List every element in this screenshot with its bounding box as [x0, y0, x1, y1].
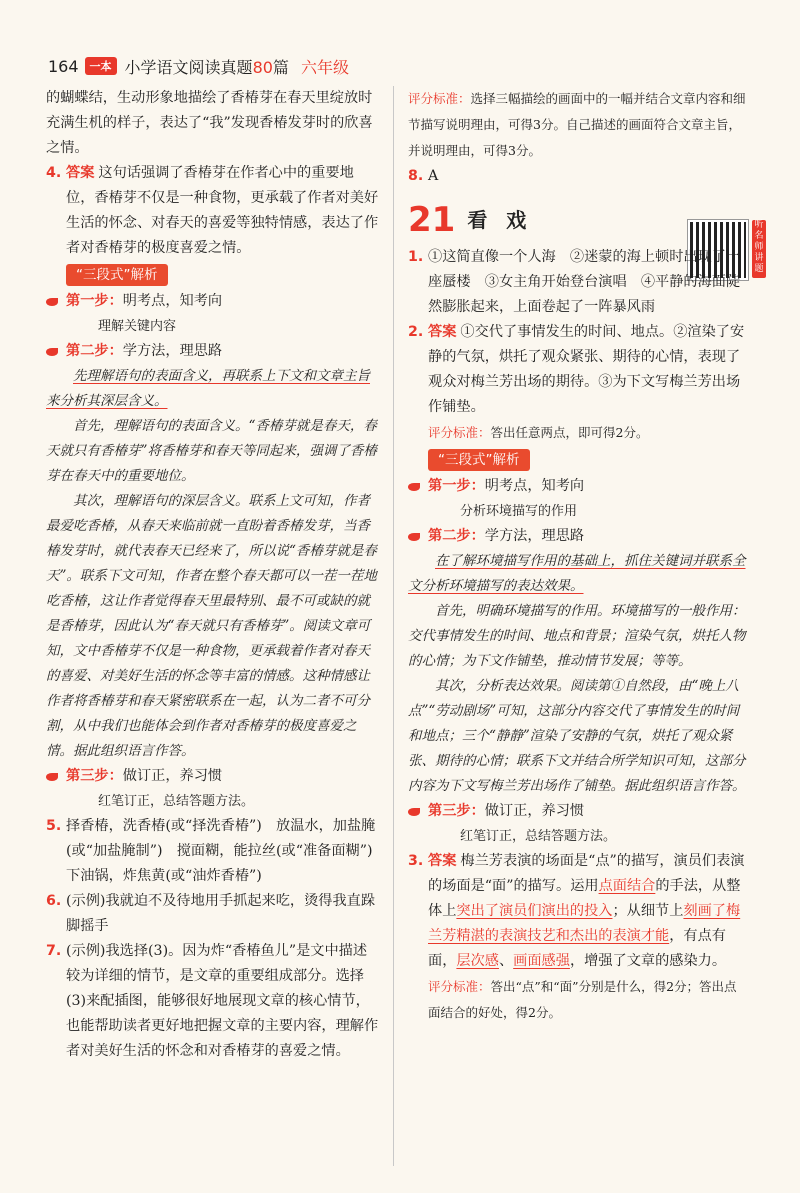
book-title: 小学语文阅读真题80篇 [124, 57, 289, 77]
left-column [46, 86, 387, 1064]
score-criteria-3: 评分标准：答出“点”和“面”分别是什么，得2分；答出点面结合的好处，得2分。 [428, 979, 737, 1020]
score-criteria-1: 评分标准：选择三幅描绘的画面中的一幅并结合文章内容和细节描写说明理由，可得3分。自己描述的画面符合文章主旨，并说明理由，可得3分。 [408, 91, 746, 158]
qr-tag: 听名师讲题 [752, 220, 766, 278]
step-1: 第一步：明考点，知考向 [46, 289, 381, 314]
step-3-line: 红笔订正，总结答题方法。 [460, 829, 617, 844]
analysis-badge: “三段式”解析 [66, 264, 168, 286]
continued-text: 的蝴蝶结，生动形象地描绘了香椿芽在春天里绽放时充满生机的样子，表达了“我”发现香椿发芽时的欣喜之情。 [46, 90, 373, 156]
question-3: 3. 答案 梅兰芳表演的场面是“点”的描写，演员们表演的场面是“面”的描写。运用点面结合的手法，从整体上突出了演员们演出的投入；从细节上刻画了梅兰芳精湛的表演技艺和杰出的表演才能，有点有面，层次感、画面感强，增强了文章的感染力。 [408, 853, 745, 969]
question-2: 2. 答案 ①交代了事情发生的时间、地点。②渲染了安静的气氛，烘托了观众紧张、期待的心情，表现了观众对梅兰芳出场的期待。③为下文写梅兰芳出场作铺垫。 [408, 324, 745, 415]
question-6: 6. (示例)我就迫不及待地用手抓起来吃，烫得我直跺脚摇手 [46, 893, 376, 934]
step-1: 第一步：明考点，知考向 [408, 474, 748, 499]
question-5: 5. 择香椿，洗香椿(或“择洗香椿”) 放温水，加盐腌(或“加盐腌制”) 搅面糊，能拉丝(或“准备面糊”) 下油锅，炸焦黄(或“油炸香椿”) [46, 818, 387, 884]
lesson-number: 21 [408, 199, 456, 240]
step-2-line: 先理解语句的表面含义，再联系上下文和文章主旨来分析其深层含义。 [46, 368, 370, 409]
step-1-line: 分析环境描写的作用 [460, 504, 578, 519]
page-number: 164 [48, 56, 79, 76]
question-4: 4. 答案 这句话强调了香椿芽在作者心中的重要地位，香椿芽不仅是一种食物，更承载了作者对美好生活的怀念、对春天的喜爱等独特情感，表达了作者对香椿芽的极度喜爱之情。 [46, 165, 379, 256]
score-criteria-2: 评分标准：答出任意两点，即可得2分。 [428, 425, 649, 440]
page-header [48, 52, 349, 80]
grade-label: 六年级 [300, 57, 349, 77]
step-2-line: 在了解环境描写作用的基础上，抓住关键词并联系全文分析环境描写的表达效果。 [408, 553, 746, 594]
analysis-badge: “三段式”解析 [428, 449, 530, 471]
step-3-line: 红笔订正，总结答题方法。 [98, 794, 255, 809]
step-1-line: 理解关键内容 [98, 319, 177, 334]
step-2: 第二步：学方法，理思路 [46, 339, 381, 364]
analysis-para-2: 其次，理解语句的深层含义。联系上文可知，作者最爱吃香椿，从春天来临前就一直盼着香椿发芽，当香椿发芽时，就代表春天已经来了，所以说“香椿芽就是春天”。联系下文可知，作者在整个春天都可以一茬一茬地吃香椿，这让作者觉得春天里最特别、最不可或缺的就是香椿芽，因此认为“春天就只有香椿芽”。阅读文章可知，文中香椿芽不仅是一种食物，更承载着作者对春天的喜爱、对美好生活的怀念等丰富的情感。这种情感让作者将香椿芽和春天紧密联系在一起，认为二者不可分割，从中我们也能体会到作者对香椿芽的极度喜爱之情。据此组织语言作答。 [46, 493, 377, 759]
step-2: 第二步：学方法，理思路 [408, 524, 748, 549]
analysis-para-2: 其次，分析表达效果。阅读第①自然段，由“晚上八点”“劳动剧场”可知，这部分内容交代了事情发生的时间和地点；三个“静静”渲染了安静的气氛，烘托了观众紧张、期待的心情；联系下文并结合所学知识可知，这部分内容为下文写梅兰芳出场作了铺垫。据此组织语言作答。 [408, 678, 746, 794]
question-7: 7. (示例)我选择(3)。因为炸“香椿鱼儿”是文中描述较为详细的情节，是文章的重要组成部分。选择(3)来配插图，能够很好地展现文章的核心情节，也能帮助读者更好地把握文章的主要内容，理解作者对美好生活的怀念和对香椿芽的喜爱之情。 [46, 943, 379, 1059]
analysis-para-1: 首先，明确环境描写的作用。环境描写的一般作用：交代事情发生的时间、地点和背景；渲染气氛，烘托人物的心情；为下文作铺垫，推动情节发展；等等。 [408, 603, 746, 669]
lesson-name: 看 戏 [467, 207, 533, 232]
question-8: 8. A [408, 168, 439, 184]
step-3: 第三步：做订正，养习惯 [46, 764, 381, 789]
step-3: 第三步：做订正，养习惯 [408, 799, 748, 824]
question-1: 1. ①这简直像一个人海 ②迷蒙的海上顿时出现了一座蜃楼 ③女主角开始登台演唱 ④平静的海面陡然膨胀起来，上面卷起了一阵暴风雨 [408, 249, 741, 315]
right-column [408, 86, 764, 1026]
analysis-para-1: 首先，理解语句的表面含义。“香椿芽就是春天，春天就只有香椿芽”将香椿芽和春天等同起来，强调了香椿芽在春天中的重要地位。 [46, 418, 377, 484]
brand-logo: 一本 [85, 57, 117, 75]
column-divider [393, 86, 394, 1166]
